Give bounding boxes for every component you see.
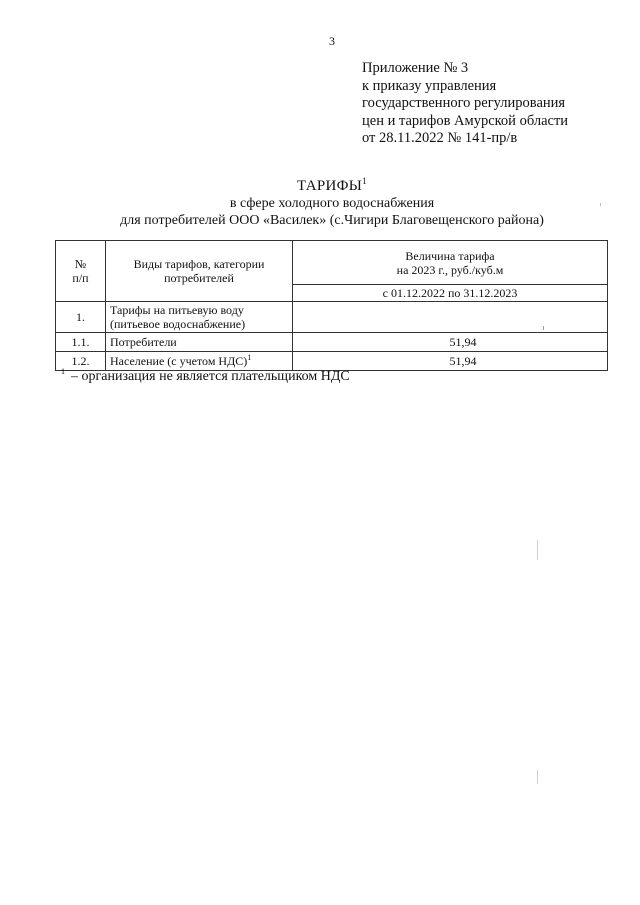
scan-speck — [600, 203, 601, 206]
row-kind-text: Население (с учетом НДС) — [110, 354, 248, 368]
footnote-mark: 1 — [61, 367, 65, 376]
header-value — [293, 241, 608, 285]
appendix-block — [362, 60, 568, 148]
subtitle-line: в сфере холодного водоснабжения — [229, 196, 435, 211]
row-footnote-mark: 1 — [247, 353, 252, 362]
title-footnote-mark: 1 — [362, 176, 367, 186]
scan-speck — [537, 770, 538, 784]
header-text: на 2023 г., руб./куб.м — [396, 262, 504, 277]
row-number: 1. — [56, 302, 106, 333]
header-kind — [106, 241, 293, 302]
header-number — [56, 241, 106, 302]
row-kind — [106, 302, 293, 333]
page-number: 3 — [329, 34, 335, 48]
row-value: 51,94 — [293, 333, 608, 352]
row-number: 1.2. — [56, 352, 106, 371]
row-value — [293, 302, 608, 333]
row-kind: Потребители — [106, 333, 293, 352]
title-text: ТАРИФЫ — [297, 178, 363, 194]
header-period: с 01.12.2022 по 31.12.2023 — [293, 285, 608, 302]
row-kind-text: (питьевое водоснабжение) — [110, 317, 246, 331]
scan-speck — [543, 326, 544, 330]
row-kind-text: Тарифы на питьевую воду — [110, 303, 244, 317]
tariff-table — [55, 240, 608, 371]
header-text: № — [74, 257, 87, 271]
footnote — [61, 368, 350, 385]
subtitle-line: для потребителей ООО «Василек» (с.Чигири Благовещенского района) — [120, 213, 544, 228]
appendix-line: Приложение № 3 — [362, 60, 469, 76]
document-title — [0, 177, 640, 195]
header-text: п/п — [72, 271, 89, 285]
row-number: 1.1. — [56, 333, 106, 352]
table-row — [56, 333, 608, 352]
table-row — [56, 302, 608, 333]
appendix-line: к приказу управления — [362, 77, 497, 94]
appendix-line: от 28.11.2022 № 141-пр/в — [362, 130, 518, 146]
header-text: потребителей — [164, 271, 234, 285]
table-header-row — [56, 241, 608, 285]
title-block — [0, 177, 640, 229]
row-value: 51,94 — [293, 352, 608, 371]
header-text: Величина тарифа — [405, 248, 495, 263]
appendix-line: государственного регулирования — [362, 95, 566, 111]
footnote-text: – организация не является плательщиком НДС — [71, 369, 350, 384]
header-text: Виды тарифов, категории — [133, 257, 265, 271]
scan-speck — [537, 540, 538, 560]
appendix-line: цен и тарифов Амурской области — [362, 112, 569, 129]
